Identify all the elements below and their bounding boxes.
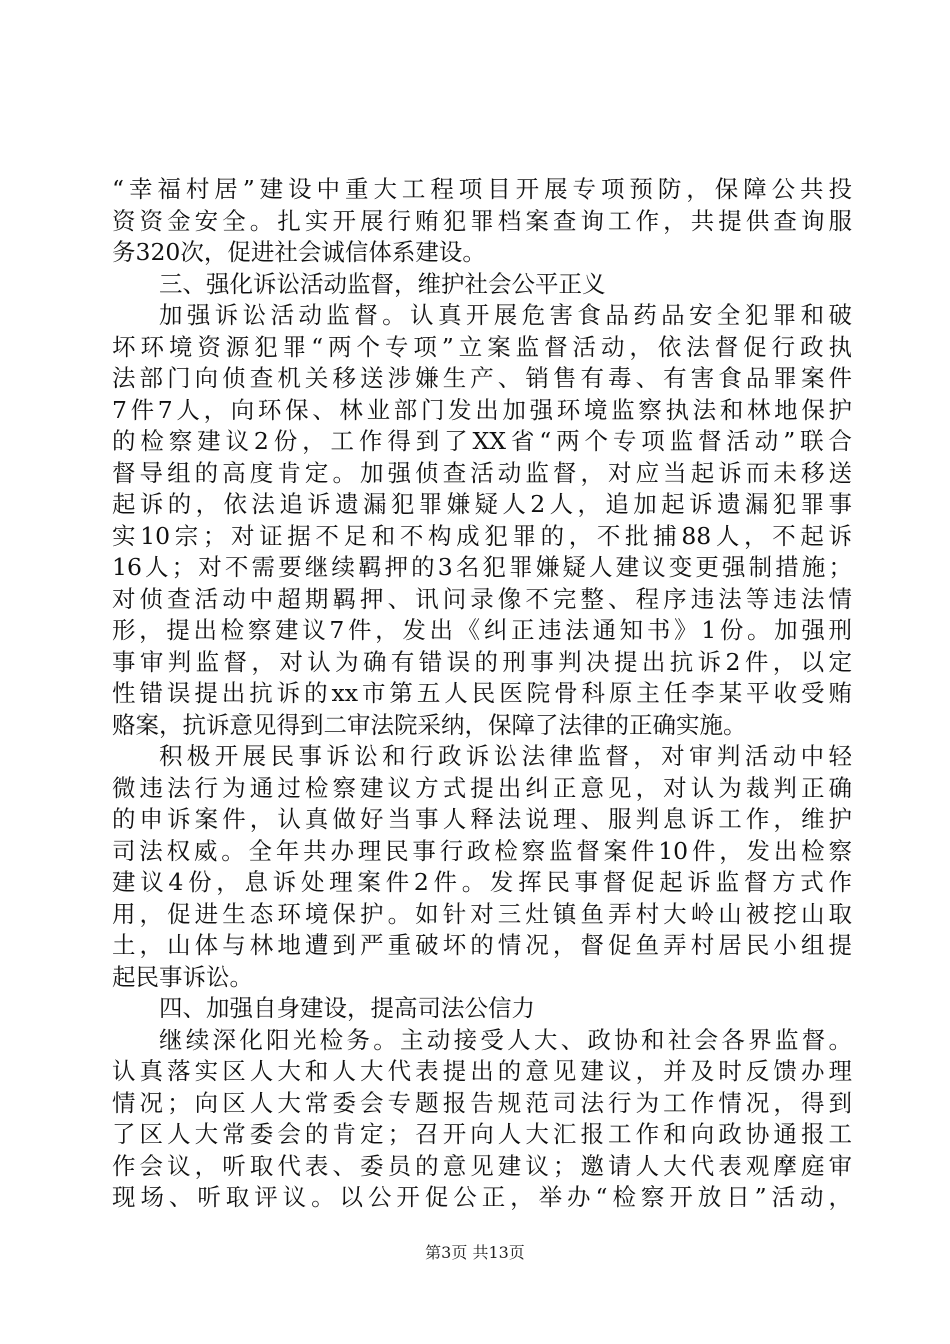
paragraph-line: 加强诉讼活动监督。认真开展危害食品药品安全犯罪和破	[159, 301, 852, 329]
paragraph-line: 现场、听取评议。以公开促公正，举办“检察开放日”活动，	[112, 1183, 852, 1211]
paragraph-line: 积极开展民事诉讼和行政诉讼法律监督，对审判活动中轻	[159, 742, 852, 770]
paragraph-line: 形，提出检察建议7件，发出《纠正违法通知书》1份。加强刑	[112, 616, 852, 644]
paragraph-line: 性错误提出抗诉的xx市第五人民医院骨科原主任李某平收受贿	[112, 679, 852, 707]
paragraph-line: 督导组的高度肯定。加强侦查活动监督，对应当起诉而未移送	[112, 458, 852, 487]
paragraph-line: 认真落实区人大和人大代表提出的意见建议，并及时反馈办理	[112, 1057, 852, 1085]
paragraph-line: 事审判监督，对认为确有错误的刑事判决提出抗诉2件，以定	[112, 647, 852, 676]
paragraph-line: 法部门向侦查机关移送涉嫌生产、销售有毒、有害食品罪案件	[112, 364, 852, 392]
document-body	[112, 174, 852, 1214]
paragraph-line: 的申诉案件，认真做好当事人释法说理、服判息诉工作，维护	[112, 805, 852, 833]
paragraph-line: 继续深化阳光检务。主动接受人大、政协和社会各界监督。	[159, 1025, 852, 1054]
paragraph-line: 司法权威。全年共办理民事行政检察监督案件10件，发出检察	[112, 836, 852, 865]
paragraph-line: “幸福村居”建设中重大工程项目开展专项预防，保障公共投	[112, 175, 852, 203]
paragraph-line: 资资金安全。扎实开展行贿犯罪档案查询工作，共提供查询服	[112, 206, 852, 235]
paragraph-line: 用，促进生态环境保护。如针对三灶镇鱼弄村大岭山被挖山取	[112, 899, 852, 928]
paragraph-line: 作会议，听取代表、委员的意见建议；邀请人大代表观摩庭审	[112, 1151, 852, 1180]
paragraph-line: 的检察建议2份，工作得到了XX省“两个专项监督活动”联合	[112, 427, 852, 455]
paragraph-line: 起民事诉讼。	[112, 962, 253, 991]
section-heading: 四、加强自身建设，提高司法公信力	[159, 994, 535, 1022]
paragraph-line: 16人；对不需要继续羁押的3名犯罪嫌疑人建议变更强制措施；	[112, 553, 852, 581]
paragraph-line: 土，山体与林地遭到严重破坏的情况，督促鱼弄村居民小组提	[112, 931, 852, 959]
section-heading: 三、强化诉讼活动监督，维护社会公平正义	[159, 269, 606, 298]
paragraph-line: 起诉的，依法追诉遗漏犯罪嫌疑人2人，追加起诉遗漏犯罪事	[112, 490, 852, 518]
paragraph-line: 情况；向区人大常委会专题报告规范司法行为工作情况，得到	[112, 1088, 852, 1117]
paragraph-line: 对侦查活动中超期羁押、讯问录像不完整、程序违法等违法情	[112, 584, 852, 613]
paragraph-line: 建议4份，息诉处理案件2件。发挥民事督促起诉监督方式作	[112, 868, 852, 896]
paragraph-line: 务320次，促进社会诚信体系建设。	[112, 238, 486, 266]
paragraph-line: 坏环境资源犯罪“两个专项”立案监督活动，依法督促行政执	[112, 332, 852, 361]
paragraph-line: 了区人大常委会的肯定；召开向人大汇报工作和向政协通报工	[112, 1120, 852, 1148]
paragraph-line: 赂案，抗诉意见得到二审法院采纳，保障了法律的正确实施。	[112, 710, 747, 739]
paragraph-line: 7件7人，向环保、林业部门发出加强环境监察执法和林地保护	[112, 395, 852, 424]
page-footer: 第3页 共13页	[425, 1243, 525, 1262]
paragraph-line: 实10宗；对证据不足和不构成犯罪的，不批捕88人，不起诉	[112, 521, 852, 550]
paragraph-line: 微违法行为通过检察建议方式提出纠正意见，对认为裁判正确	[112, 773, 852, 802]
